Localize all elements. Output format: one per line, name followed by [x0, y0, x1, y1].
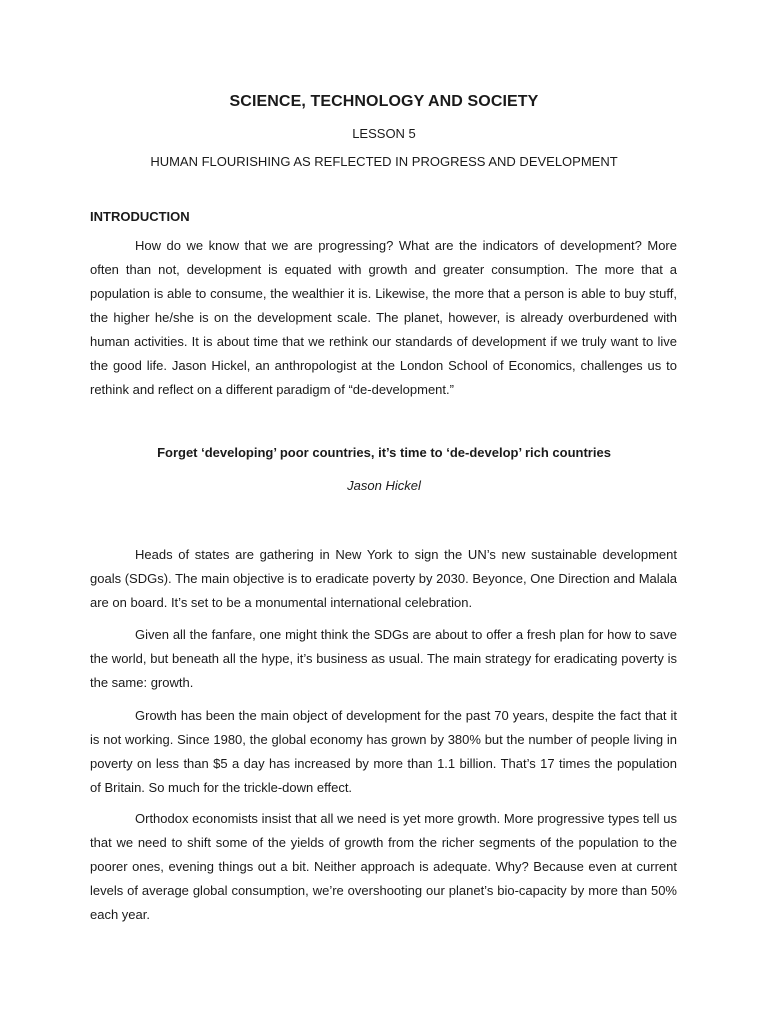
article-author: Jason Hickel [347, 478, 421, 493]
document-title: SCIENCE, TECHNOLOGY AND SOCIETY [229, 93, 539, 110]
lesson-subtitle: HUMAN FLOURISHING AS REFLECTED IN PROGRESS AND DEVELOPMENT [150, 154, 618, 169]
article-paragraph: Given all the fanfare, one might think the SDGs are about to offer a fresh plan for how to save the world, but beneath all the hype, it’s business as usual. The main strategy for eradicating poverty is the same: growth. [90, 627, 677, 690]
article-title: Forget ‘developing’ poor countries, it’s time to ‘de-develop’ rich countries [157, 445, 611, 460]
article-paragraph: Heads of states are gathering in New York to sign the UN’s new sustainable development goals (SDGs). The main objective is to eradicate poverty by 2030. Beyonce, One Direction and Malala are on board. It’s set to be a monumental international celebration. [90, 547, 677, 610]
introduction-heading: INTRODUCTION [90, 209, 190, 224]
lesson-number: LESSON 5 [352, 126, 416, 141]
introduction-paragraph: How do we know that we are progressing? What are the indicators of development? More often than not, development is equated with growth and greater consumption. The more that a population is able to consume, the wealthier it is. Likewise, the more that a person is able to buy stuff, the higher he/she is on the development scale. The planet, however, is already overburdened with human activities. It is about time that we rethink our standards of development if we truly want to live the good life. Jason Hickel, an anthropologist at the London School of Economics, challenges us to rethink and reflect on a different paradigm of “de-development.” [90, 238, 677, 397]
article-paragraph: Orthodox economists insist that all we need is yet more growth. More progressive types tell us that we need to shift some of the yields of growth from the richer segments of the population to the poorer ones, evening things out a bit. Neither approach is adequate. Why? Because even at current levels of average global consumption, we’re overshooting our planet’s bio-capacity by more than 50% each year. [90, 811, 677, 922]
article-paragraph: Growth has been the main object of development for the past 70 years, despite the fact that it is not working. Since 1980, the global economy has grown by 380% but the number of people living in poverty on less than $5 a day has increased by more than 1.1 billion. That’s 17 times the population of Britain. So much for the trickle-down effect. [90, 708, 677, 795]
